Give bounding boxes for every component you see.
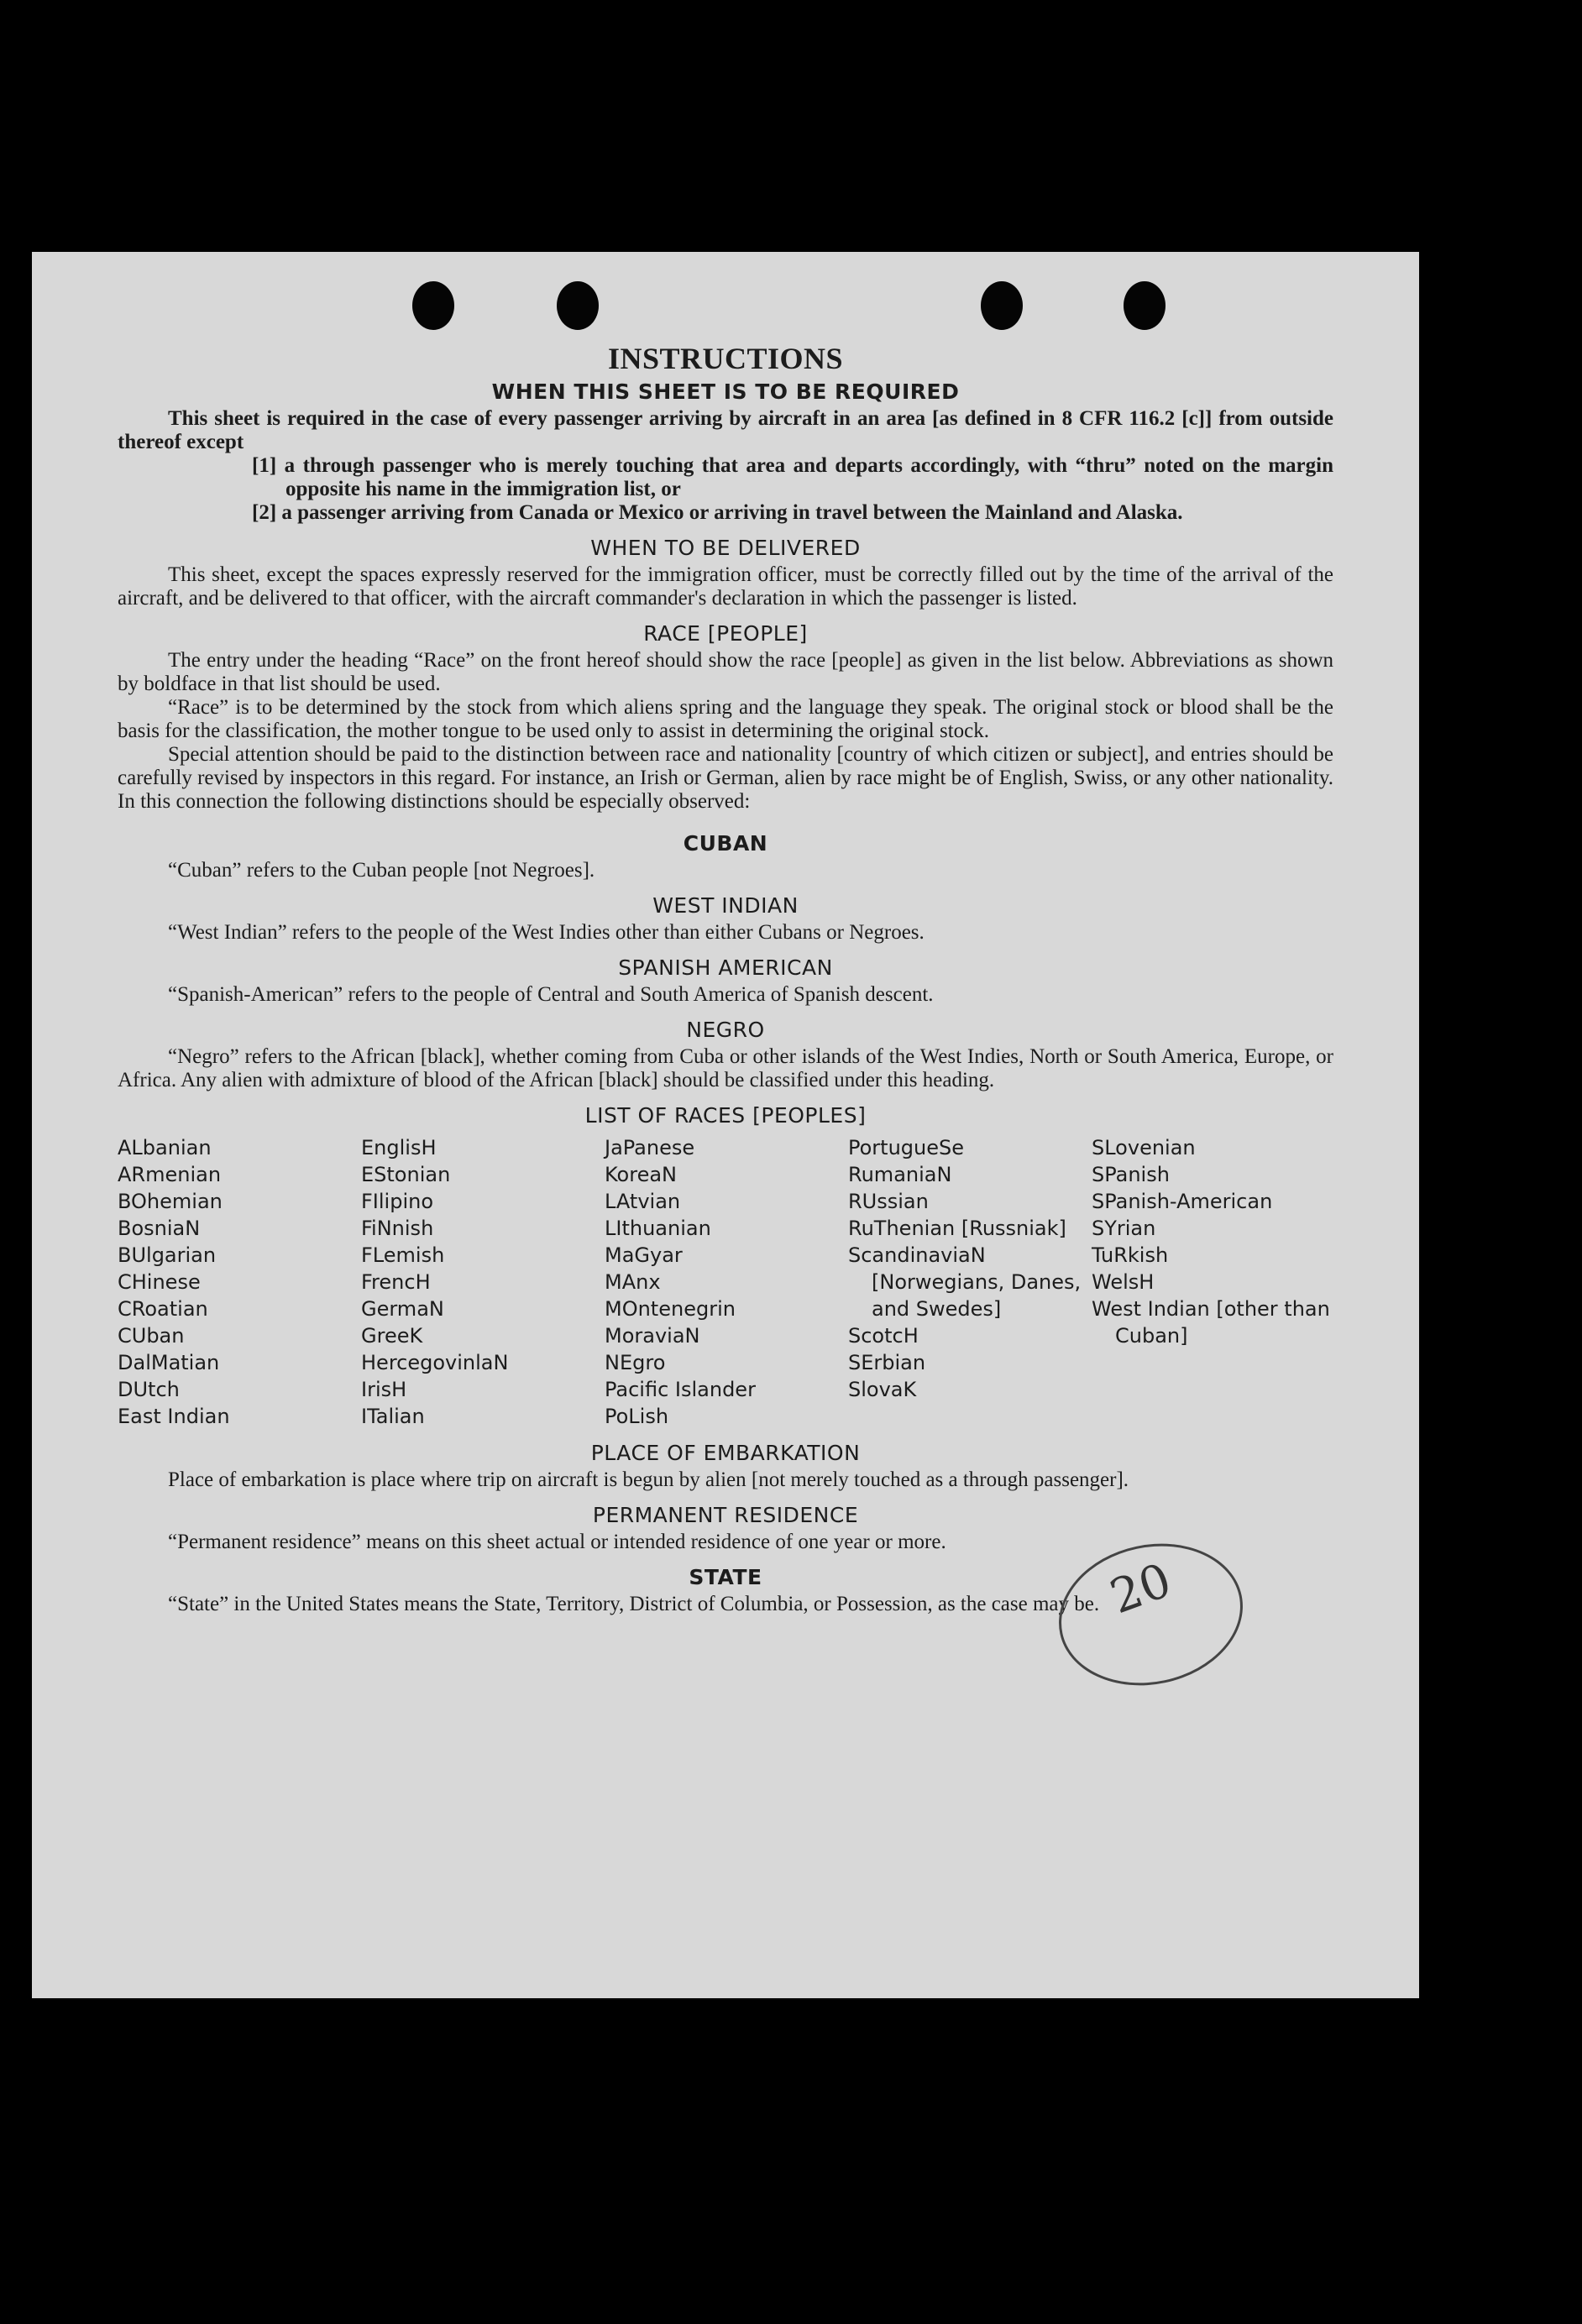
- delivered-text: This sheet, except the spaces expressly reserved for the immigration officer, must be correctly filled out by the time of the arrival of the aircraft, and be delivered to that officer, with the aircraft commander's declaration in which the passenger is listed.: [118, 563, 1333, 610]
- embarkation-text: Place of embarkation is place where trip on aircraft is begun by alien [not merely touched as a through passenger].: [168, 1468, 1129, 1491]
- page-title: INSTRUCTIONS: [607, 342, 844, 375]
- races-column-1: [118, 1134, 361, 1430]
- punch-hole: [557, 281, 599, 330]
- race-entry: PoLish: [605, 1405, 669, 1428]
- race-entry: JaPanese: [605, 1136, 695, 1159]
- race-paragraph-1: The entry under the heading “Race” on the front hereof should show the race [people] as given in the list below. Abbreviations as shown by boldface in that list should be used.: [118, 649, 1333, 695]
- race-entry: West Indian [other than Cuban]: [1092, 1297, 1330, 1348]
- race-entry: MAnx: [605, 1270, 661, 1294]
- race-entry: MoraviaN: [605, 1324, 700, 1348]
- permanent-residence-text: “Permanent residence” means on this sheet actual or intended residence of one year or more.: [168, 1531, 946, 1553]
- race-paragraph-2: “Race” is to be determined by the stock from which aliens spring and the language they speak. The original stock or blood shall be the basis for the classification, the mother tongue to be used only to assist in determining the original stock.: [118, 696, 1333, 742]
- race-entry: GermaN: [361, 1297, 444, 1321]
- heading-delivered: WHEN TO BE DELIVERED: [590, 536, 861, 560]
- race-entry: FiNnish: [361, 1217, 434, 1240]
- race-entry: SErbian: [848, 1351, 926, 1374]
- required-item-2: [2] a passenger arriving from Canada or Mexico or arriving in travel between the Mainland and Alaska.: [252, 501, 1183, 524]
- heading-permanent-residence: PERMANENT RESIDENCE: [592, 1503, 859, 1527]
- race-entry: MOntenegrin: [605, 1297, 736, 1321]
- race-entry: LAtvian: [605, 1190, 681, 1213]
- race-entry: HercegovinlaN: [361, 1351, 509, 1374]
- race-entry: East Indian: [118, 1405, 230, 1428]
- punch-hole: [981, 281, 1023, 330]
- race-entry: NEgro: [605, 1351, 666, 1374]
- cuban-text: “Cuban” refers to the Cuban people [not Negroes].: [168, 859, 595, 882]
- punch-hole: [1124, 281, 1166, 330]
- document-sheet: [32, 252, 1419, 1998]
- race-entry: BUlgarian: [118, 1243, 217, 1267]
- race-entry: WelsH: [1092, 1270, 1155, 1294]
- race-entry: SPanish-American: [1092, 1190, 1273, 1213]
- handwritten-number: 20: [1103, 1552, 1179, 1625]
- race-entry: BosniaN: [118, 1217, 201, 1240]
- races-column-5: [1092, 1134, 1335, 1430]
- required-intro: This sheet is required in the case of every passenger arriving by aircraft in an area [as defined in 8 CFR 116.2 [c]] from outside thereof except: [118, 407, 1333, 453]
- race-entry: SlovaK: [848, 1378, 917, 1401]
- race-entry: FIlipino: [361, 1190, 434, 1213]
- heading-spanish-american: SPANISH AMERICAN: [618, 955, 833, 980]
- race-entry: PortugueSe: [848, 1136, 964, 1159]
- west-indian-text: “West Indian” refers to the people of the West Indies other than either Cubans or Negroes.: [168, 921, 925, 944]
- race-entry: GreeK: [361, 1324, 423, 1348]
- race-entry: RumaniaN: [848, 1163, 952, 1186]
- spanish-american-text: “Spanish-American” refers to the people of Central and South America of Spanish descent.: [168, 983, 934, 1006]
- race-entry: ITalian: [361, 1405, 425, 1428]
- race-entry: RuThenian [Russniak]: [848, 1217, 1066, 1240]
- heading-race: RACE [PEOPLE]: [643, 621, 808, 646]
- race-entry: FLemish: [361, 1243, 445, 1267]
- races-list: [118, 1134, 1333, 1430]
- race-entry: MaGyar: [605, 1243, 683, 1267]
- race-entry: TuRkish: [1092, 1243, 1169, 1267]
- race-entry: KoreaN: [605, 1163, 677, 1186]
- race-entry: Pacific Islander: [605, 1378, 756, 1401]
- race-entry: FrencH: [361, 1270, 431, 1294]
- heading-cuban: CUBAN: [683, 831, 768, 856]
- race-entry: DalMatian: [118, 1351, 220, 1374]
- heading-list-of-races: LIST OF RACES [PEOPLES]: [584, 1103, 867, 1128]
- punch-hole: [412, 281, 454, 330]
- race-entry: CRoatian: [118, 1297, 208, 1321]
- race-paragraph-3: Special attention should be paid to the distinction between race and nationality [country of which citizen or subject], and entries should be carefully revised by inspectors in this regard. For instance, an Irish or German, alien by race might be of English, Swiss, or any other nationality. In this connection the following distinctions should be especially observed:: [118, 743, 1333, 813]
- race-entry: IrisH: [361, 1378, 407, 1401]
- heading-required: WHEN THIS SHEET IS TO BE REQUIRED: [491, 379, 960, 404]
- required-item-1: [1] a through passenger who is merely touching that area and departs accordingly, with “thru” noted on the margin opposite his name in the immigration list, or: [252, 454, 1333, 500]
- instructions-content: [118, 340, 1333, 1616]
- heading-west-indian: WEST INDIAN: [652, 893, 799, 918]
- heading-negro: NEGRO: [686, 1018, 765, 1042]
- race-entry: CUban: [118, 1324, 185, 1348]
- heading-embarkation: PLACE OF EMBARKATION: [590, 1441, 861, 1465]
- race-entry: ScotcH: [848, 1324, 919, 1348]
- race-entry: ScandinaviaN [Norwegians, Danes, and Swedes]: [848, 1243, 1082, 1321]
- race-entry: SPanish: [1092, 1163, 1170, 1186]
- race-entry: SYrian: [1092, 1217, 1156, 1240]
- state-text: “State” in the United States means the State, Territory, District of Columbia, or Possession, as the case may be.: [168, 1593, 1100, 1615]
- negro-text: “Negro” refers to the African [black], whether coming from Cuba or other islands of the West Indies, North or South America, Europe, or Africa. Any alien with admixture of blood of the African [black] should be classified under this heading.: [118, 1045, 1333, 1091]
- race-entry: SLovenian: [1092, 1136, 1196, 1159]
- races-column-4: [848, 1134, 1092, 1430]
- race-entry: LIthuanian: [605, 1217, 711, 1240]
- race-entry: ALbanian: [118, 1136, 212, 1159]
- heading-state: STATE: [689, 1565, 762, 1589]
- race-entry: DUtch: [118, 1378, 180, 1401]
- race-entry: ARmenian: [118, 1163, 222, 1186]
- race-entry: EStonian: [361, 1163, 451, 1186]
- races-column-3: [605, 1134, 848, 1430]
- race-entry: RUssian: [848, 1190, 929, 1213]
- race-entry: BOhemian: [118, 1190, 223, 1213]
- race-entry: EnglisH: [361, 1136, 437, 1159]
- races-column-2: [361, 1134, 605, 1430]
- race-entry: CHinese: [118, 1270, 201, 1294]
